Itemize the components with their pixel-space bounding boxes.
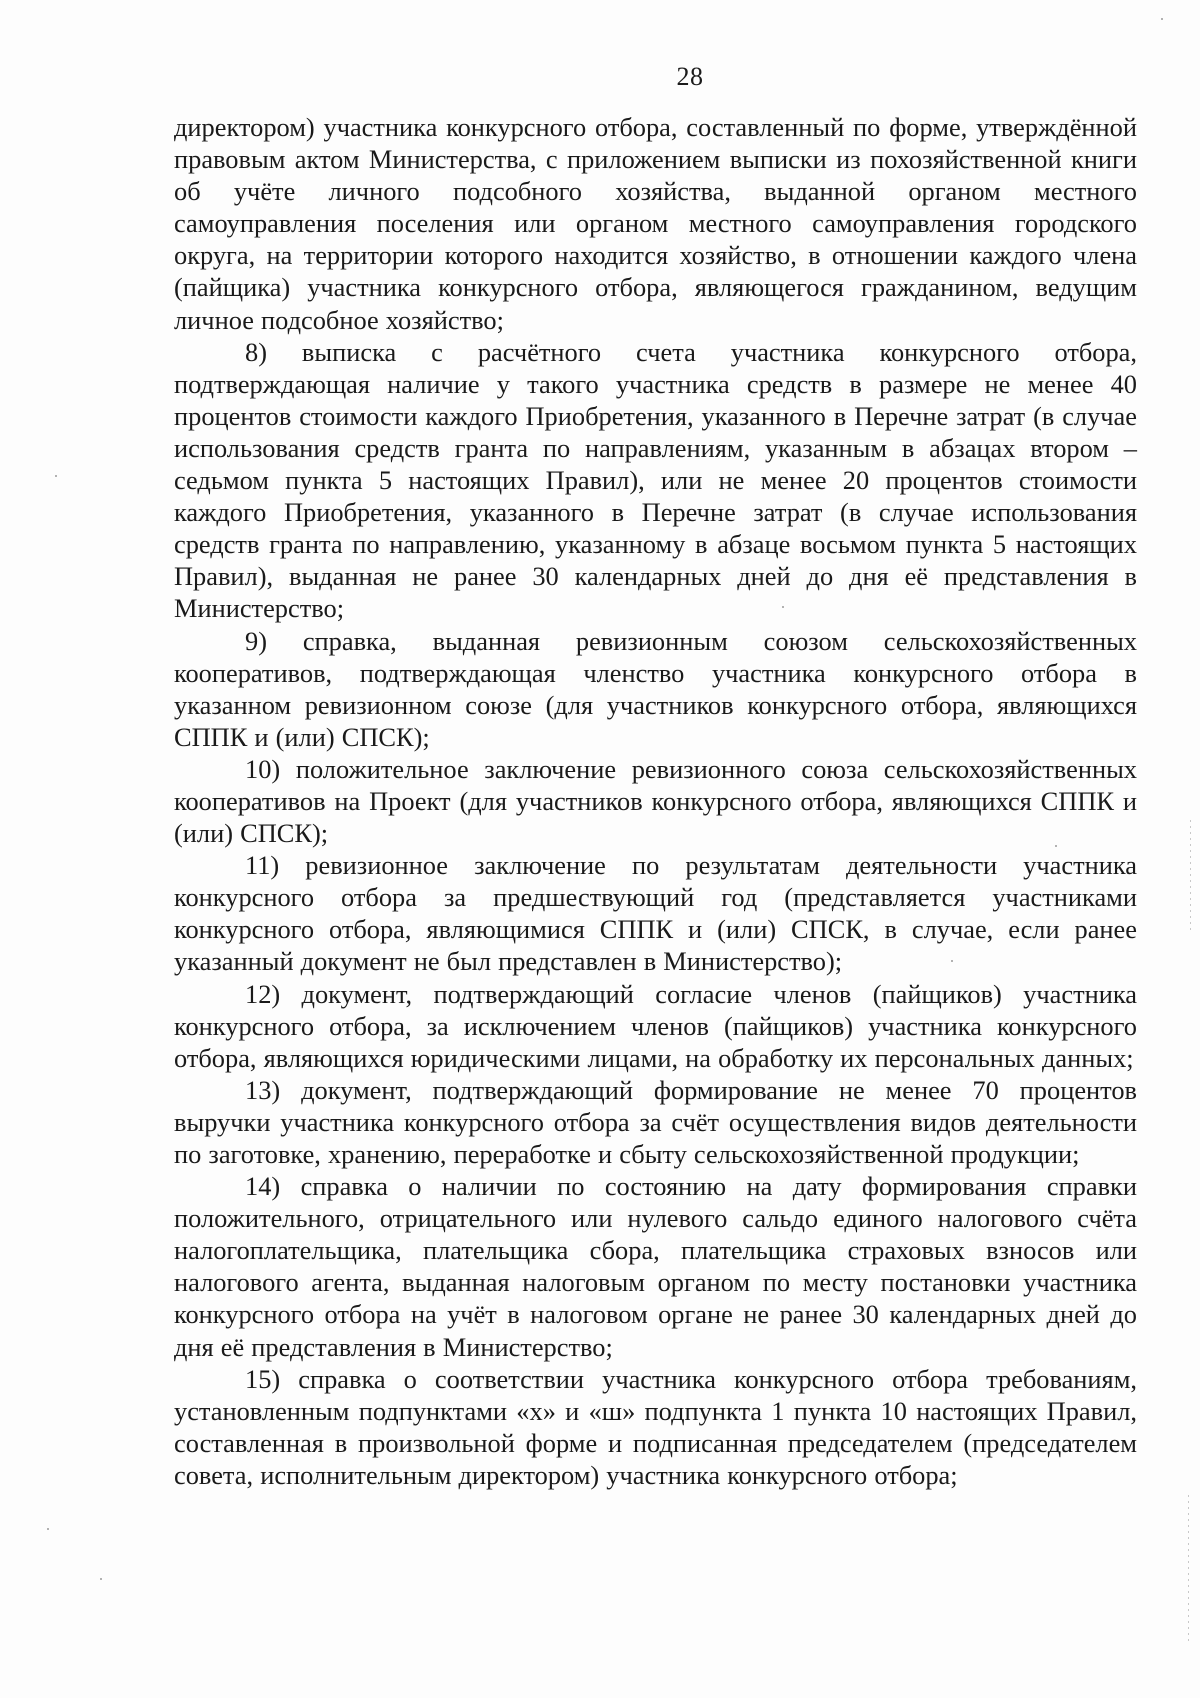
scan-speck	[1055, 845, 1057, 847]
paragraph-item-10: 10) положительное заключение ревизионного союза сельскохозяйственных кооперативов на Проект (для участников конкурсного отбора, являющихся СППК и (или) СПСК);	[174, 753, 1137, 849]
scan-edge-mark	[1190, 820, 1191, 930]
paragraph-continuation: директором) участника конкурсного отбора, составленный по форме, утверждённой правовым актом Министерства, с приложением выписки из похозяйственной книги об учёте личного подсобного хозяйства, выданной органом местного самоуправления поселения или органом местного самоуправления городского округа, на территории которого находится хозяйство, в отношении каждого члена (пайщика) участника конкурсного отбора, являющегося гражданином, ведущим личное подсобное хозяйство;	[174, 112, 1137, 335]
paragraph-item-11: 11) ревизионное заключение по результатам деятельности участника конкурсного отбора за предшествующий год (представляется участниками конкурсного отбора, являющимися СППК и (или) СПСК, в случае, если ранее указанный документ не был представлен в Министерство);	[174, 850, 1137, 977]
scan-speck	[47, 1528, 49, 1530]
page-number: 28	[676, 62, 704, 91]
paragraph-item-15: 15) справка о соответствии участника конкурсного отбора требованиям, установленным подпунктами «х» и «ш» подпункта 1 пункта 10 настоящих Правил, составленная в произвольной форме и подписанная председателем (председателем совета, исполнительным директором) участника конкурсного отбора;	[174, 1363, 1137, 1490]
scan-speck	[1161, 18, 1163, 20]
scan-speck	[951, 960, 953, 962]
scan-speck	[782, 606, 784, 608]
paragraph-item-9: 9) справка, выданная ревизионным союзом сельскохозяйственных кооперативов, подтверждающая членство участника конкурсного отбора в указанном ревизионном союзе (для участников конкурсного отбора, являющихся СППК и (или) СПСК);	[174, 625, 1137, 752]
paragraph-item-13: 13) документ, подтверждающий формирование не менее 70 процентов выручки участника конкурсного отбора за счёт осуществления видов деятельности по заготовке, хранению, переработке и сбыту сельскохозяйственной продукции;	[174, 1074, 1137, 1169]
paragraph-item-12: 12) документ, подтверждающий согласие членов (пайщиков) участника конкурсного отбора, за исключением членов (пайщиков) участника конкурсного отбора, являющихся юридическими лицами, на обработку их персональных данных;	[174, 978, 1137, 1073]
scan-speck	[55, 475, 57, 477]
paragraph-item-14: 14) справка о наличии по состоянию на дату формирования справки положительного, отрицательного или нулевого сальдо единого налогового счёта налогоплательщика, плательщика сбора, плательщика страховых взносов или налогового агента, выданная налоговым органом по месту постановки участника конкурсного отбора на учёт в налоговом органе не ранее 30 календарных дней до дня её представления в Министерство;	[174, 1171, 1137, 1362]
document-body	[174, 111, 1137, 1491]
scan-edge-mark	[1188, 1495, 1189, 1645]
scan-speck	[100, 1578, 102, 1580]
paragraph-item-8: 8) выписка с расчётного счета участника конкурсного отбора, подтверждающая наличие у такого участника средств в размере не менее 40 процентов стоимости каждого Приобретения, указанного в Перечне затрат (в случае использования средств гранта по направлениям, указанным в абзацах втором – седьмом пункта 5 настоящих Правил), или не менее 20 процентов стоимости каждого Приобретения, указанного в Перечне затрат (в случае использования средств гранта по направлению, указанному в абзаце восьмом пункта 5 настоящих Правил), выданная не ранее 30 календарных дней до дня её представления в Министерство;	[174, 336, 1137, 624]
